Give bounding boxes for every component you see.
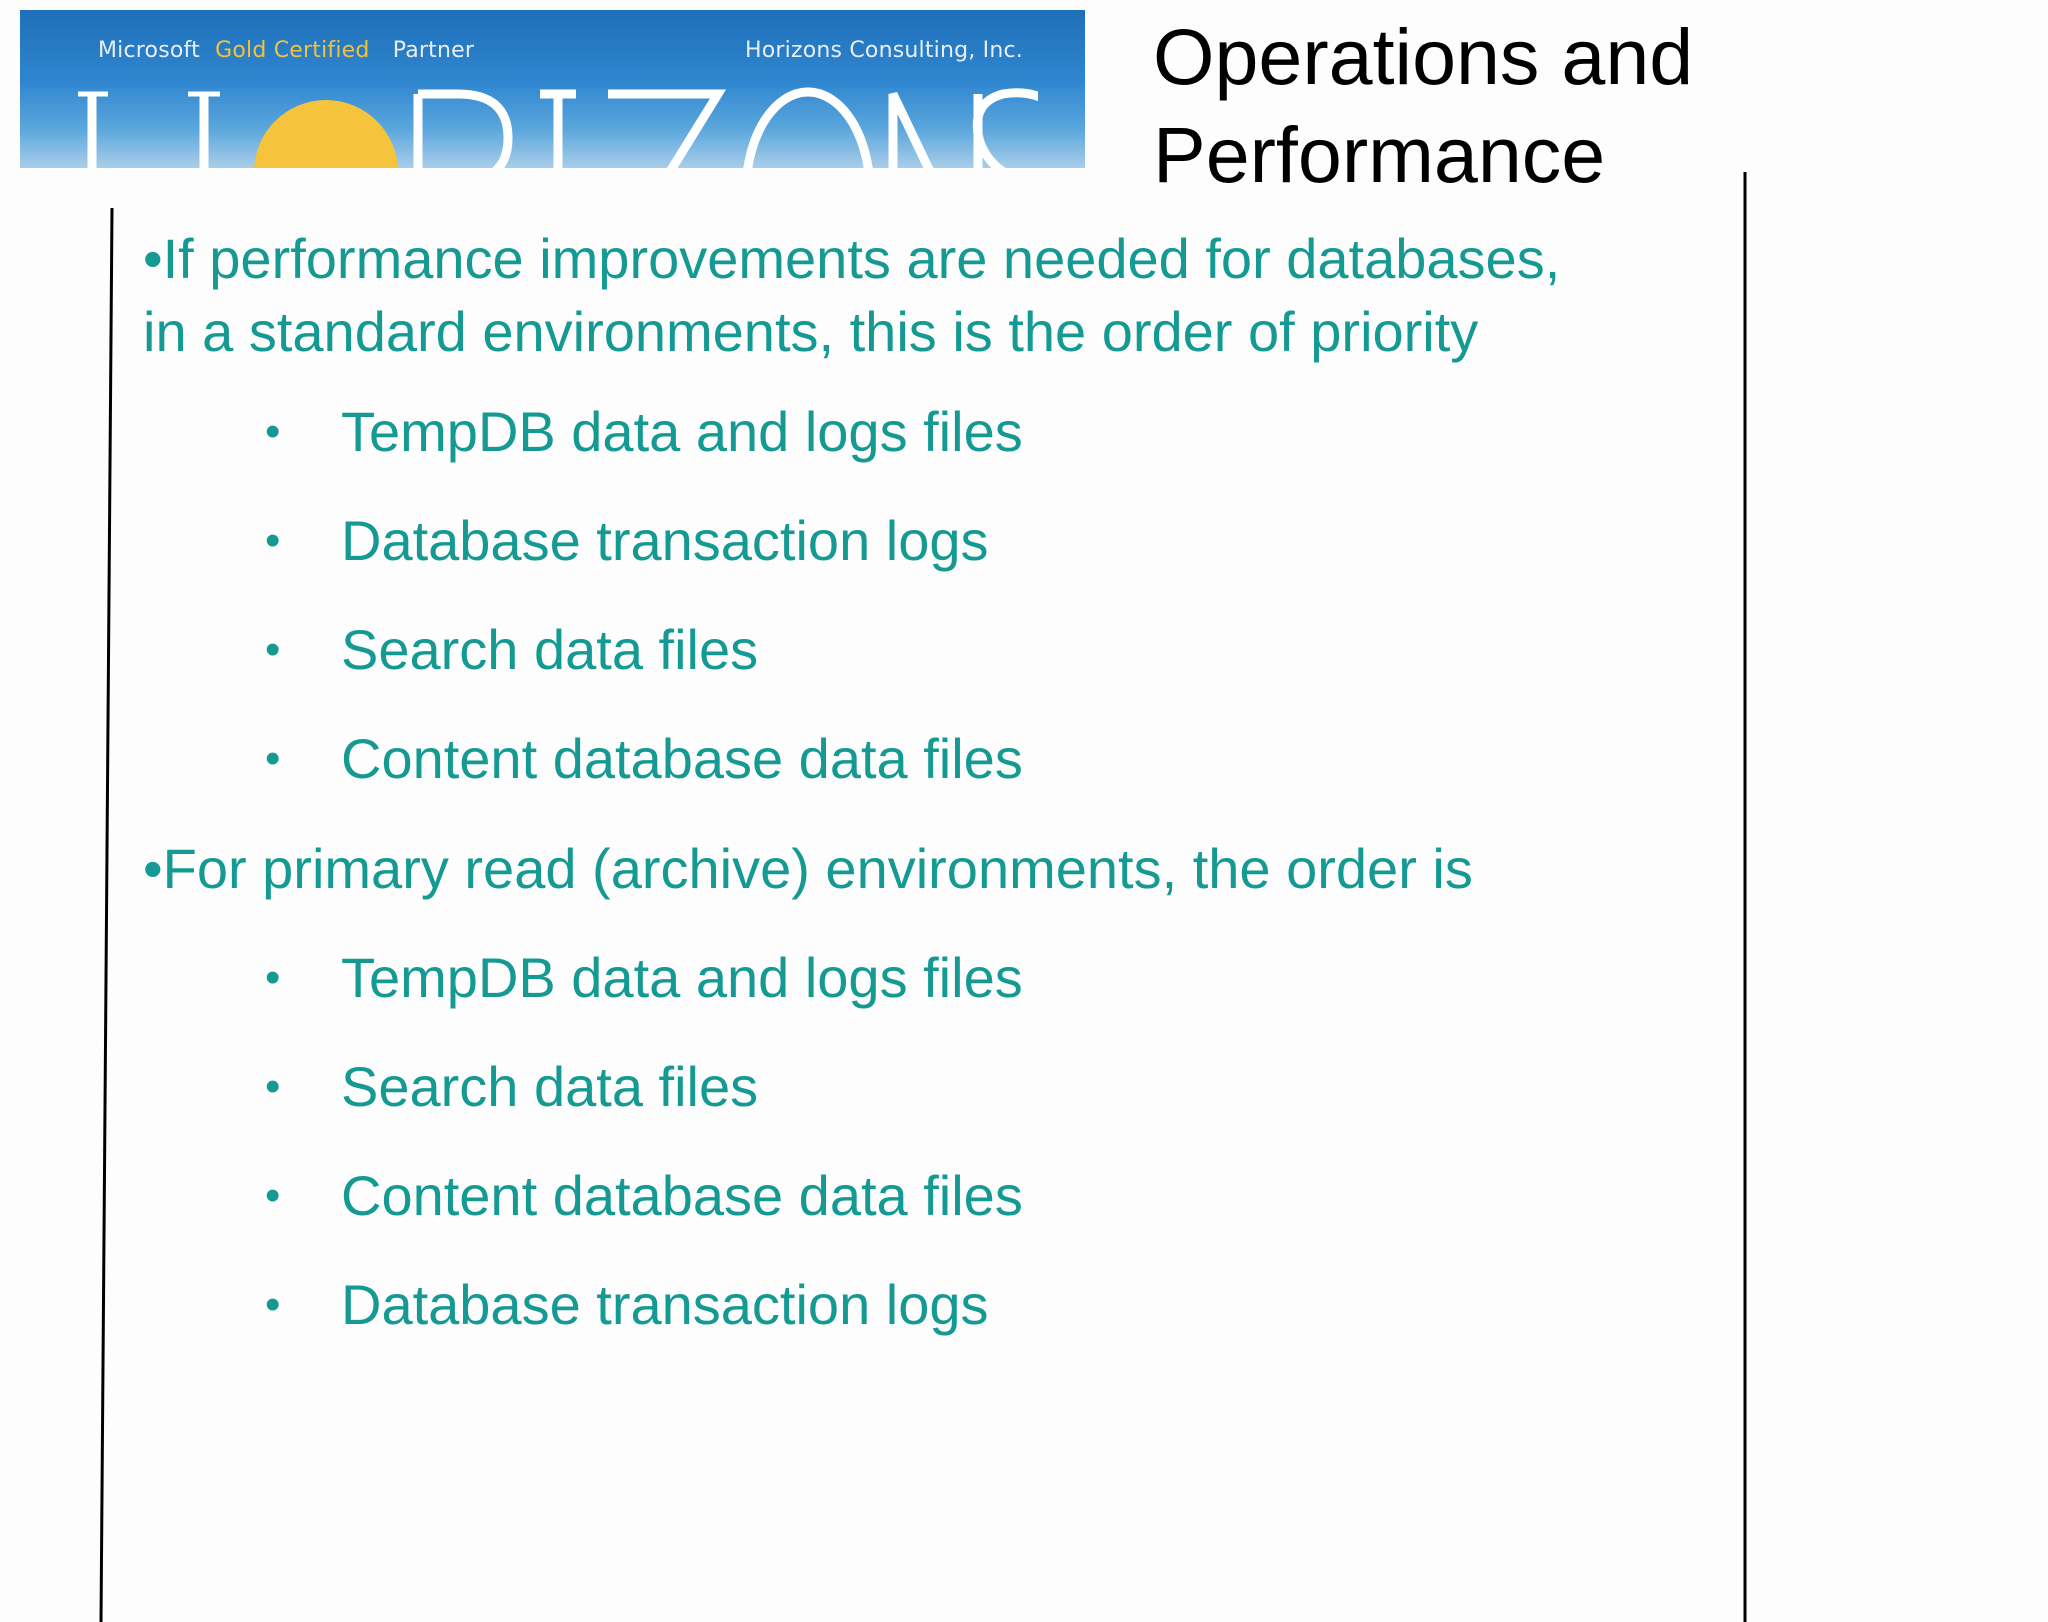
slide-body <box>143 222 1703 1359</box>
list-item <box>143 1032 1703 1141</box>
list-item <box>143 923 1703 1032</box>
company-name-label: Horizons Consulting, Inc. <box>745 38 1024 63</box>
list-item-label: TempDB data and logs files <box>341 946 1023 1009</box>
list-item-label: Content database data files <box>341 727 1023 790</box>
microsoft-label: Microsoft <box>98 38 200 63</box>
bullet-dot: • <box>265 1171 281 1220</box>
list-item <box>143 486 1703 595</box>
list-item-label: Database transaction logs <box>341 509 989 572</box>
bullet-dot: • <box>265 1062 281 1111</box>
slide-title-line-1: Operations and <box>1153 12 1694 101</box>
list-item <box>143 595 1703 704</box>
list-item <box>143 704 1703 813</box>
bullet-standard-environments <box>143 222 1703 368</box>
list-item-label: Database transaction logs <box>341 1273 989 1336</box>
archive-priority-list <box>143 923 1703 1359</box>
bullet-standard-line-2: in a standard environments, this is the order of priority <box>143 300 1479 363</box>
slide-title-line-2: Performance <box>1153 110 1606 199</box>
standard-priority-list <box>143 377 1703 813</box>
list-item-label: Content database data files <box>341 1164 1023 1227</box>
bullet-archive-environments: •For primary read (archive) environments, the order is <box>143 837 1473 900</box>
list-item <box>143 377 1703 486</box>
list-item <box>143 1250 1703 1359</box>
list-item-label: Search data files <box>341 1055 759 1118</box>
bullet-standard-line-1: •If performance improvements are needed for databases, <box>143 227 1561 290</box>
bullet-dot: • <box>265 734 281 783</box>
bullet-dot: • <box>265 516 281 565</box>
list-item-label: Search data files <box>341 618 759 681</box>
list-item <box>143 1141 1703 1250</box>
bullet-dot: • <box>265 407 281 456</box>
bullet-dot: • <box>265 1280 281 1329</box>
left-frame-line <box>101 208 112 1622</box>
bullet-dot: • <box>265 625 281 674</box>
bullet-dot: • <box>265 953 281 1002</box>
gold-certified-label: Gold Certified <box>215 38 370 63</box>
list-item-label: TempDB data and logs files <box>341 400 1023 463</box>
partner-label: Partner <box>392 38 475 63</box>
